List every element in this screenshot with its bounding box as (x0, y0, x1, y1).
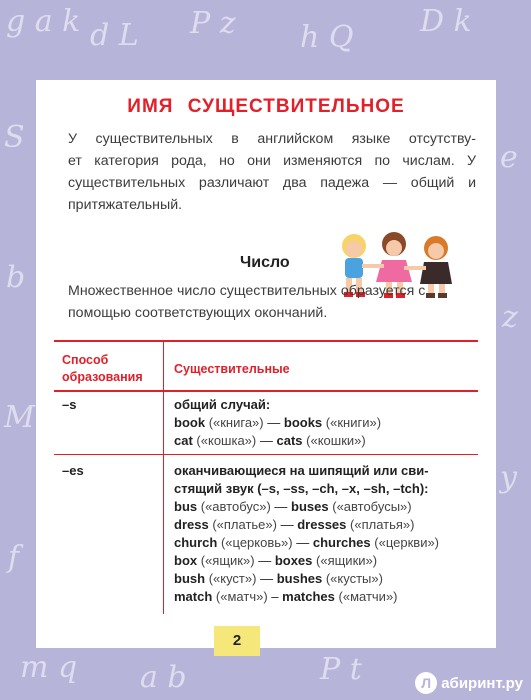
header-nouns: Существительные (174, 362, 290, 376)
row-description: общий случай: (174, 397, 271, 412)
header-method-line: образования (62, 370, 143, 384)
example-line: dress («платье») — dresses («платья») (174, 517, 415, 532)
example-line: cat («кошка») — cats («кошки») (174, 433, 366, 448)
page-title: ИМЯ СУЩЕСТВИТЕЛЬНОЕ (127, 96, 405, 117)
header-method (62, 352, 143, 386)
watermark (415, 672, 523, 694)
table-row (174, 396, 381, 450)
row-description: оканчивающиеся на шипящий или сви- (174, 463, 429, 478)
intro-paragraph (68, 128, 476, 216)
intro-line: У существительных в английском языке отсутству- (68, 131, 476, 147)
intro-line: притяжательный. (68, 197, 183, 213)
intro-line: существительных различают два падежа — общий и (68, 175, 476, 191)
row-description: стящий звук (–s, –ss, –ch, –x, –sh, –tch): (174, 481, 429, 496)
intro-line: ет категория рода, но они изменяются по числам. У (68, 153, 476, 169)
table-column-divider (163, 340, 164, 614)
watermark-text: абиринт.ру (441, 674, 523, 692)
table-top-rule (54, 340, 478, 342)
labirint-logo-icon: Л (415, 672, 437, 694)
example-line: box («ящик») — boxes («ящики») (174, 553, 378, 568)
table-row-rule (54, 454, 478, 455)
plural-paragraph (68, 280, 476, 324)
example-line: church («церковь») — churches («церкви») (174, 535, 440, 550)
example-line: bush («куст») — bushes («кусты») (174, 571, 383, 586)
content-page (36, 80, 496, 648)
row-method: –es (62, 463, 84, 478)
example-line: match («матч») – matches («матчи») (174, 589, 398, 604)
table-header-rule (54, 390, 478, 392)
row-method: –s (62, 397, 77, 412)
example-line: bus («автобус») — buses («автобусы») (174, 499, 412, 514)
header-method-line: Способ (62, 353, 109, 367)
example-line: book («книга») — books («книги») (174, 415, 382, 430)
plural-line: Множественное число существительных образуется с (68, 283, 426, 299)
section-subheading: Число (240, 254, 290, 271)
plural-line: помощью соответствующих окончаний. (68, 305, 328, 321)
table-row (174, 462, 439, 606)
page-number: 2 (214, 626, 260, 656)
